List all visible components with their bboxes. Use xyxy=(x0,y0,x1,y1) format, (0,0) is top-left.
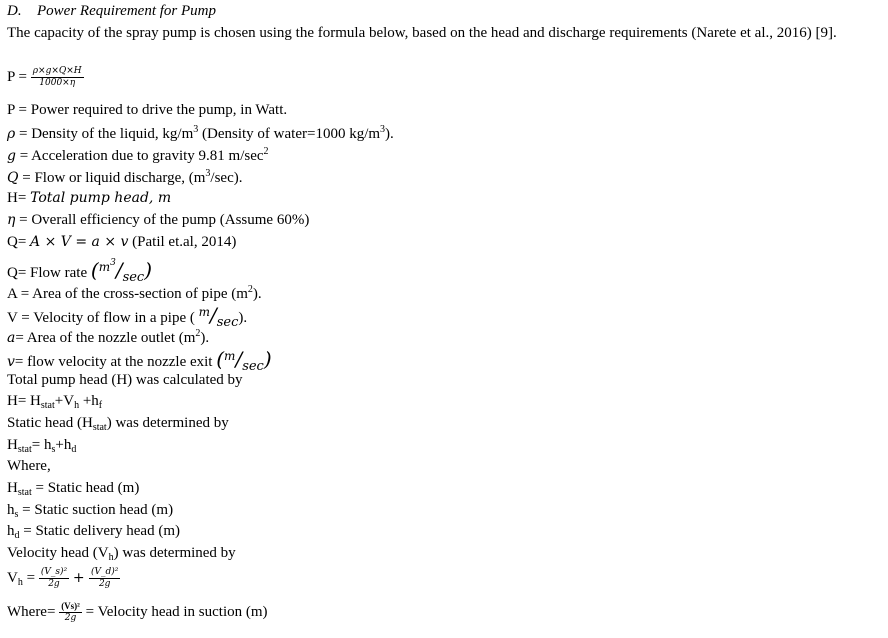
frac-numerator: (V_d)² xyxy=(91,567,119,577)
def-symbol: H xyxy=(7,190,18,206)
frac-denominator: 2g xyxy=(64,613,77,623)
velocity-pipe-unit: m/sec xyxy=(198,303,239,330)
power-numerator: ρ×g×Q×H xyxy=(32,66,82,76)
unit-bottom: sec xyxy=(216,315,239,330)
text-part: Static head (H xyxy=(7,415,93,431)
area-pipe-line xyxy=(7,285,262,302)
def-symbol: ρ xyxy=(7,126,16,142)
formula-sub: stat xyxy=(40,400,55,411)
section-heading xyxy=(7,4,216,19)
section-number: D. xyxy=(7,3,22,19)
static-def-hs xyxy=(7,503,173,520)
velocity-nozzle-line xyxy=(7,349,272,373)
def-symbol: H xyxy=(7,480,18,496)
def-text: = Overall efficiency of the pump (Assume 60%) xyxy=(15,212,310,228)
flow-rate-line xyxy=(7,259,152,284)
static-def-hd xyxy=(7,524,180,541)
where-rhs: = Velocity head in suction (m) xyxy=(85,603,268,620)
frac-denominator: 2g xyxy=(48,579,60,589)
formula-part: = h xyxy=(31,437,52,453)
text-part: ) was determined by xyxy=(113,545,236,561)
area-nozzle-symbol: a xyxy=(7,330,16,346)
def-sub: s xyxy=(14,509,19,520)
area-nozzle-line xyxy=(7,329,209,346)
where-velocity-line xyxy=(7,601,268,624)
formula-sub: f xyxy=(98,400,103,411)
formula-part: +h xyxy=(79,393,99,409)
q-math: A × V = a × v xyxy=(30,234,129,250)
unit-bottom: sec xyxy=(122,270,145,285)
q-lhs: Q= xyxy=(7,234,31,250)
velocity-pipe-line xyxy=(7,305,247,329)
def-text: = xyxy=(17,190,31,206)
def-text: = Static head (m) xyxy=(31,480,140,496)
formula-plus: + xyxy=(72,569,89,586)
where-lhs: Where= xyxy=(7,603,60,620)
power-denominator: 1000×η xyxy=(39,78,76,88)
formula-sub: d xyxy=(71,444,77,455)
def-sub: stat xyxy=(17,487,32,498)
def-sup: 3 xyxy=(205,168,211,179)
def-text: ). xyxy=(385,126,394,142)
formula-lhs: V xyxy=(7,569,18,586)
frac-numerator: (Vs)² xyxy=(61,601,80,611)
definition-density xyxy=(7,125,394,142)
unit-bottom: sec xyxy=(242,359,264,374)
total-head-intro: Total pump head (H) was calculated by xyxy=(7,372,243,388)
unit-top: m xyxy=(98,260,111,274)
area-pipe-end: ). xyxy=(252,286,262,302)
def-symbol: P xyxy=(7,102,15,118)
def-symbol: h xyxy=(7,523,15,539)
def-text: = Static suction head (m) xyxy=(18,502,174,518)
area-nozzle-text: = Area of the nozzle outlet (m xyxy=(15,330,196,346)
def-text: (Density of water=1000 kg/m xyxy=(198,126,381,142)
formula-part: H xyxy=(7,437,18,453)
velocity-pipe-end: ). xyxy=(238,310,248,326)
def-text: = Density of the liquid, kg/m xyxy=(15,126,194,142)
formula-sub: h xyxy=(74,400,80,411)
flow-rate-label: Q= Flow rate xyxy=(7,265,91,281)
q-equation xyxy=(7,235,236,250)
where-fraction xyxy=(59,601,82,624)
def-text: = Power required to drive the pump, in Watt. xyxy=(14,102,288,118)
definition-head xyxy=(7,191,171,206)
area-pipe-text: A = Area of the cross-section of pipe (m xyxy=(7,286,248,302)
def-symbol: η xyxy=(7,212,16,228)
area-nozzle-end: ). xyxy=(200,330,210,346)
formula-part: H= H xyxy=(7,393,41,409)
velocity-head-intro xyxy=(7,546,236,563)
static-head-intro xyxy=(7,416,229,433)
def-symbol: Q xyxy=(7,170,19,186)
formula-part: +V xyxy=(54,393,75,409)
velocity-nozzle-unit: (m/sec) xyxy=(216,347,272,374)
static-head-formula xyxy=(7,438,76,455)
section-title: Power Requirement for Pump xyxy=(37,3,216,19)
text-part: ) was determined by xyxy=(106,415,229,431)
definition-flow xyxy=(7,169,242,186)
q-citation: (Patil et.al, 2014) xyxy=(128,234,237,250)
power-fraction xyxy=(31,66,84,89)
velocity-head-formula xyxy=(7,567,120,590)
def-sup: 2 xyxy=(263,146,269,157)
power-formula xyxy=(7,66,84,89)
velocity-pipe-text: V = Velocity of flow in a pipe ( xyxy=(7,310,199,326)
text-sub: stat xyxy=(92,422,107,433)
definition-gravity xyxy=(7,147,269,164)
static-def-hstat xyxy=(7,481,139,498)
formula-sub: h xyxy=(17,576,23,588)
formula-sub: stat xyxy=(17,444,32,455)
def-sub: d xyxy=(14,530,20,541)
power-formula-lhs: P = xyxy=(7,68,27,85)
text-sub: h xyxy=(108,552,114,563)
frac-numerator: (V_s)² xyxy=(40,567,68,577)
def-symbol: h xyxy=(7,502,15,518)
def-sup: 3 xyxy=(380,124,386,135)
unit-top: m xyxy=(198,305,211,319)
definition-efficiency xyxy=(7,213,309,228)
def-italic-text: Total pump head, m xyxy=(30,190,172,206)
velocity-nozzle-symbol: v xyxy=(7,354,15,370)
intro-paragraph: The capacity of the spray pump is chosen using the formula below, based on the head and discharge requirements (Narete et al., 2016) [9]. xyxy=(7,25,837,41)
frac-denominator: 2g xyxy=(98,579,111,589)
formula-part: +h xyxy=(55,437,72,453)
definition-power xyxy=(7,103,287,118)
unit-top: m xyxy=(224,349,236,363)
text-part: Velocity head (V xyxy=(7,545,109,561)
def-text: /sec). xyxy=(210,170,243,186)
def-sup: 3 xyxy=(193,124,199,135)
def-text: = Flow or liquid discharge, (m xyxy=(18,170,206,186)
def-text: = Acceleration due to gravity 9.81 m/sec xyxy=(15,148,264,164)
def-symbol: g xyxy=(7,148,16,164)
vd-fraction xyxy=(89,567,120,590)
velocity-nozzle-text: = flow velocity at the nozzle exit xyxy=(14,354,217,370)
area-pipe-sup: 2 xyxy=(247,284,253,295)
unit-sup: 3 xyxy=(110,258,116,268)
total-head-formula xyxy=(7,394,102,411)
formula-sub: s xyxy=(51,444,56,455)
where-label: Where, xyxy=(7,458,51,474)
area-nozzle-sup: 2 xyxy=(195,328,201,339)
flow-rate-unit: $(m^3/\sec)$ xyxy=(90,258,153,285)
formula-eq: = xyxy=(22,569,39,586)
vs-fraction xyxy=(39,567,69,590)
def-text: = Static delivery head (m) xyxy=(19,523,180,539)
